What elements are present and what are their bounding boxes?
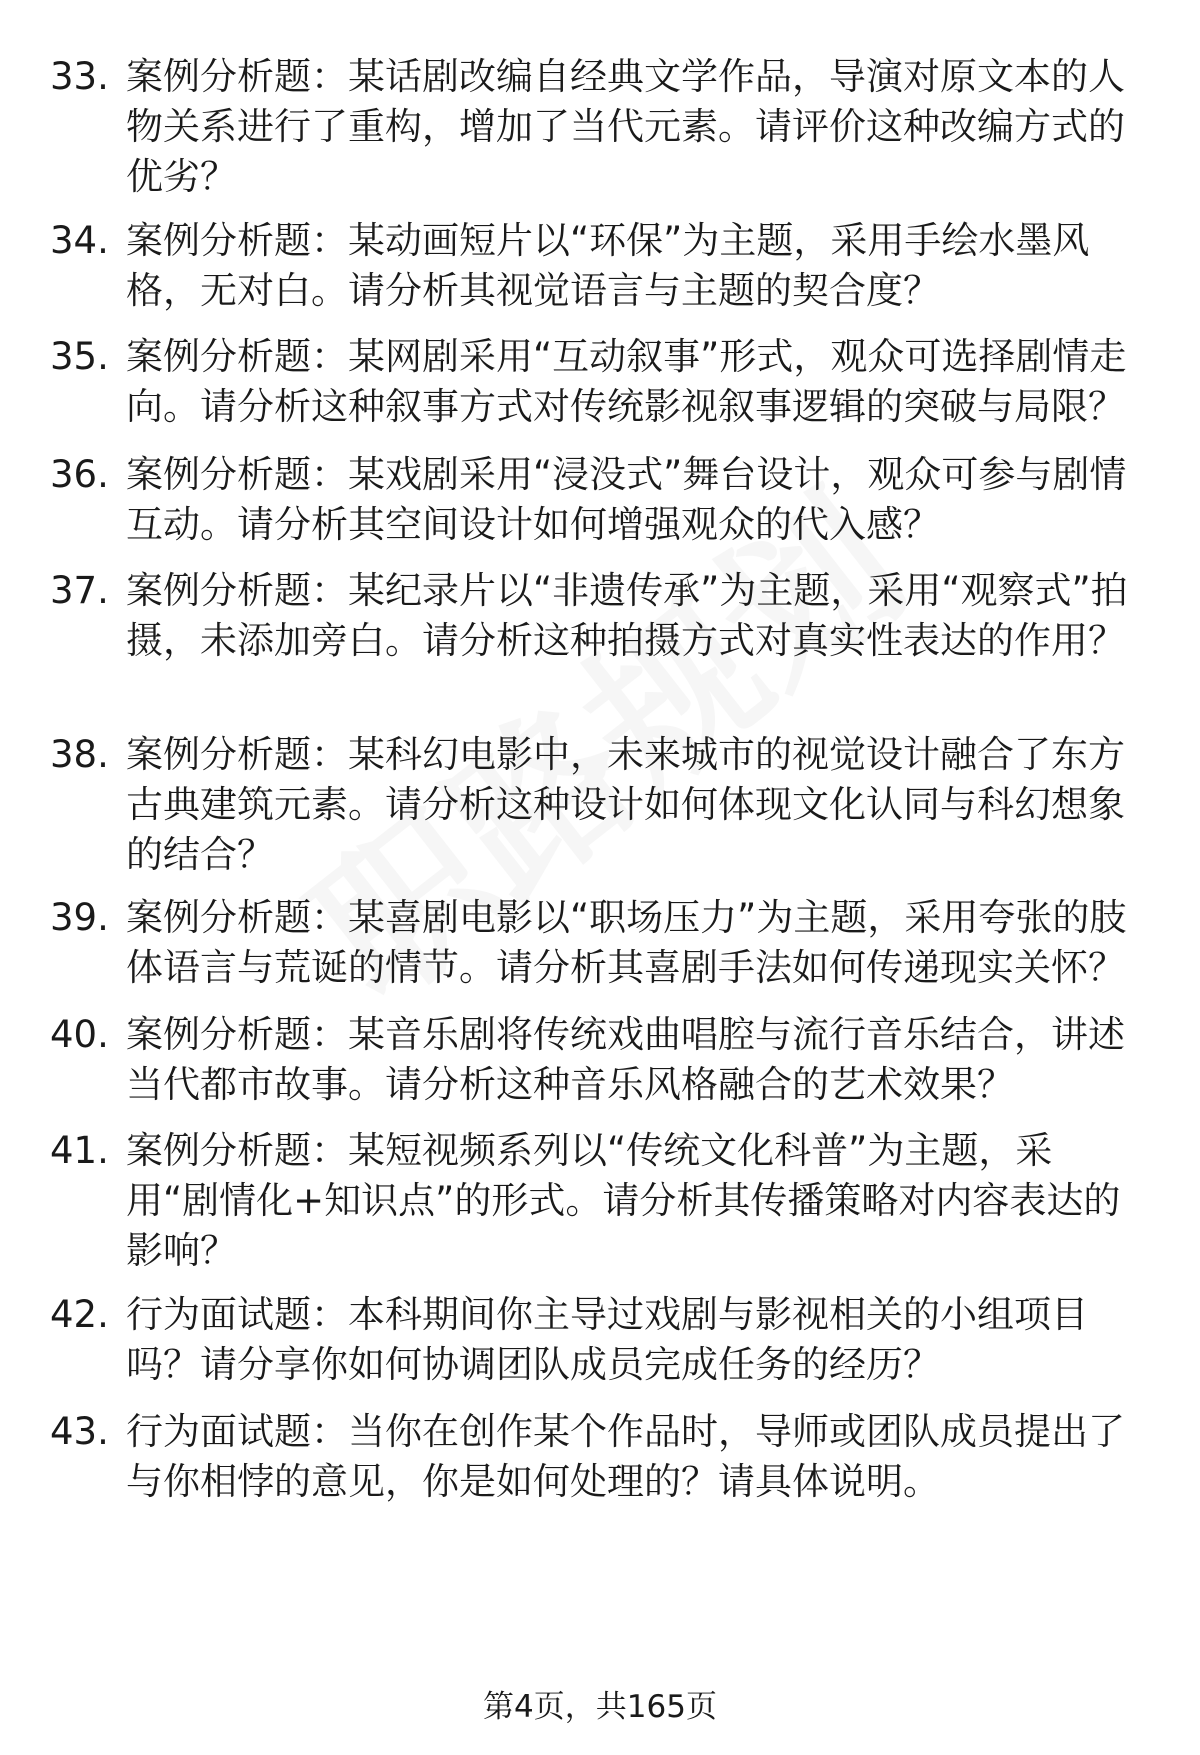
question-text: 案例分析题：某话剧改编自经典文学作品，导演对原文本的人物关系进行了重构，增加了当代元素。请评价这种改编方式的优劣？ bbox=[126, 55, 1125, 198]
question-number: 40. bbox=[50, 1013, 109, 1056]
question-item-43 bbox=[50, 1407, 1140, 1507]
question-number: 33. bbox=[50, 55, 109, 98]
question-text: 案例分析题：某科幻电影中，未来城市的视觉设计融合了东方古典建筑元素。请分析这种设计如何体现文化认同与科幻想象的结合？ bbox=[126, 733, 1125, 876]
question-text: 案例分析题：某喜剧电影以“职场压力”为主题，采用夸张的肢体语言与荒诞的情节。请分析其喜剧手法如何传递现实关怀？ bbox=[126, 896, 1127, 989]
question-item-42 bbox=[50, 1290, 1140, 1390]
question-item-38 bbox=[50, 730, 1140, 880]
question-number: 41. bbox=[50, 1129, 109, 1172]
question-number: 39. bbox=[50, 896, 109, 939]
question-item-39 bbox=[50, 893, 1140, 993]
question-text: 案例分析题：某纪录片以“非遗传承”为主题，采用“观察式”拍摄，未添加旁白。请分析这种拍摄方式对真实性表达的作用？ bbox=[126, 569, 1128, 662]
question-number: 36. bbox=[50, 453, 109, 496]
question-number: 38. bbox=[50, 733, 109, 776]
question-number: 37. bbox=[50, 569, 109, 612]
question-text: 案例分析题：某短视频系列以“传统文化科普”为主题，采用“剧情化+知识点”的形式。请分析其传播策略对内容表达的影响？ bbox=[126, 1129, 1121, 1272]
question-number: 34. bbox=[50, 219, 109, 262]
question-number: 42. bbox=[50, 1293, 109, 1336]
question-text: 案例分析题：某音乐剧将传统戏曲唱腔与流行音乐结合，讲述当代都市故事。请分析这种音乐风格融合的艺术效果？ bbox=[126, 1013, 1125, 1106]
page-footer bbox=[0, 1687, 1200, 1727]
question-item-34 bbox=[50, 216, 1140, 316]
question-item-37 bbox=[50, 566, 1140, 666]
question-item-35 bbox=[50, 332, 1140, 432]
question-text: 案例分析题：某动画短片以“环保”为主题，采用手绘水墨风格，无对白。请分析其视觉语言与主题的契合度？ bbox=[126, 219, 1090, 312]
question-number: 43. bbox=[50, 1410, 109, 1453]
question-text: 行为面试题：本科期间你主导过戏剧与影视相关的小组项目吗？请分享你如何协调团队成员完成任务的经历？ bbox=[126, 1293, 1088, 1386]
question-number: 35. bbox=[50, 335, 109, 378]
question-item-40 bbox=[50, 1010, 1140, 1110]
question-item-36 bbox=[50, 450, 1140, 550]
question-item-33 bbox=[50, 52, 1140, 202]
question-text: 案例分析题：某戏剧采用“浸没式”舞台设计，观众可参与剧情互动。请分析其空间设计如何增强观众的代入感？ bbox=[126, 453, 1127, 546]
question-text: 行为面试题：当你在创作某个作品时，导师或团队成员提出了与你相悖的意见，你是如何处理的？请具体说明。 bbox=[126, 1410, 1125, 1503]
question-item-41 bbox=[50, 1126, 1140, 1276]
page-number-label: 第4页，共165页 bbox=[483, 1689, 717, 1725]
question-text: 案例分析题：某网剧采用“互动叙事”形式，观众可选择剧情走向。请分析这种叙事方式对传统影视叙事逻辑的突破与局限？ bbox=[126, 335, 1127, 428]
